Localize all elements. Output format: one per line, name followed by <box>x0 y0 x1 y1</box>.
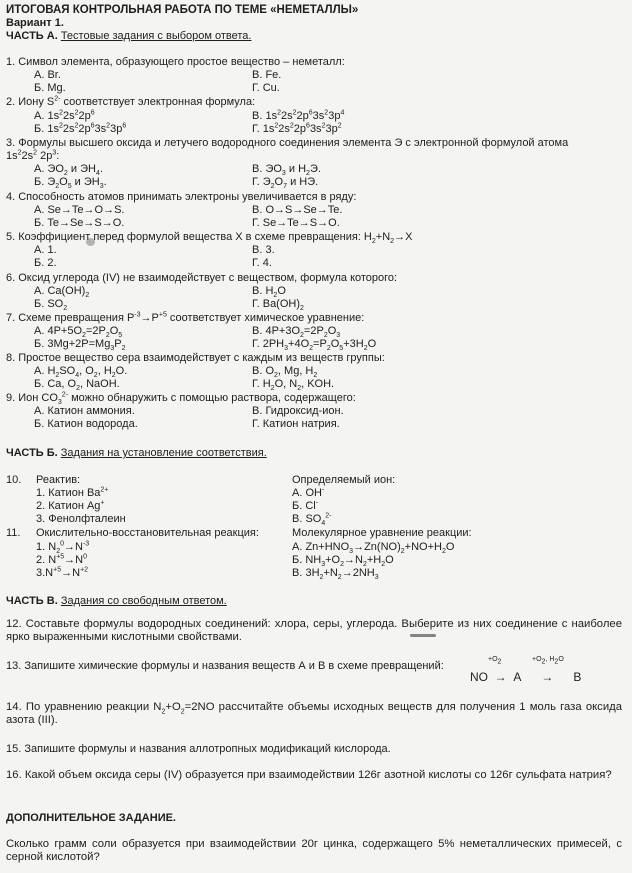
q7-option-a: А. $4P+5O_2=2P_2O_5$ <box>34 325 123 340</box>
q4-option-a: А. Se→Te→O→S. <box>34 204 125 216</box>
q6-option-g: Г. $Ba(OH)_2$ <box>252 298 304 313</box>
question-3: 3. Формулы высшего оксида и летучего водородного соединения элемента Э с электронной формулой атома <box>6 137 569 149</box>
q3-option-a: А. $ЭО_2$ и $ЭН_4$. <box>34 163 103 178</box>
q8-option-a: А. $H_2SO_4$, $O_2$, $H_2O$. <box>34 365 128 380</box>
q13-label-o2-h2o: $+O_2$, $H_2O$ <box>532 656 564 666</box>
q6-option-b: Б. $SO_2$ <box>34 298 68 313</box>
q8-option-b: Б. Ca, $O_2$, NaOH. <box>34 378 120 393</box>
q7-option-b: Б. $3Mg+2P=Mg_3P_2$ <box>34 338 126 353</box>
question-9: 9. Ион $CO_3^{2-}$ можно обнаружить с помощью раствора, содержащего: <box>6 391 356 407</box>
q2-option-g: Г. $1s^22s^22p^63s^23p^2$ <box>252 122 342 135</box>
q8-option-g: Г. $H_2O$, $N_2$, KOH. <box>252 378 335 393</box>
q9-option-b: Б. Катион водорода. <box>34 418 138 430</box>
q3-option-g: Г. $Э_2О_7$ и НЭ. <box>252 176 319 191</box>
question-6: 6. Оксид углерода (IV) не взаимодействует с веществом, формула которого: <box>6 272 398 284</box>
q8-option-v: В. $O_2$, Mg, $H_2$ <box>252 365 318 380</box>
q11-option-v: В. $3H_2+N_2\to 2NH_3$ <box>292 567 379 582</box>
q10-item-1: 1. Катион $Ba^{2+}$ <box>36 486 109 499</box>
question-13: 13. Запишите химические формулы и названия веществ А и В в схеме превращений: <box>6 660 444 672</box>
question-10-number: 10. <box>6 474 22 486</box>
q10-left-heading: Реактив: <box>36 474 81 486</box>
part-a-heading: ЧАСТЬ А. Тестовые задания с выбором ответа. <box>6 30 252 42</box>
q3-option-v: В. $ЭО_3$ и $Н_2Э$. <box>252 163 321 178</box>
question-16: 16. Какой объем оксида серы (IV) образуется при взаимодействии 126г азотной кислоты со 126г сульфата натрия? <box>6 769 612 781</box>
q5-option-b: Б. 2. <box>34 257 57 269</box>
question-4: 4. Способность атомов принимать электроны увеличивается в ряду: <box>6 191 357 203</box>
q10-option-a: А. OH- <box>292 486 325 499</box>
q5-option-v: В. 3. <box>252 244 275 256</box>
question-15: 15. Запишите формулы и названия аллотропных модификаций кислорода. <box>6 743 391 755</box>
q11-option-b: Б. $NH_3+O_2\to N_2+H_2O$ <box>292 554 394 569</box>
worksheet-title: ИТОГОВАЯ КОНТРОЛЬНАЯ РАБОТА ПО ТЕМЕ «НЕМЕТАЛЛЫ» <box>6 4 359 16</box>
question-11-number: 11. <box>6 527 21 539</box>
q13-label-o2: $+O_2$ <box>488 656 502 666</box>
q4-option-v: В. O→S→Se→Te. <box>252 204 343 216</box>
scan-smudge <box>86 238 95 246</box>
q7-option-v: В. $4P+3O_2=2P_2O_3$ <box>252 325 341 340</box>
question-8: 8. Простое вещество сера взаимодействует с каждым из веществ группы: <box>6 352 385 364</box>
q1-option-g: Г. Cu. <box>252 82 280 94</box>
q5-option-g: Г. 4. <box>252 257 272 269</box>
q6-option-a: А. $Ca(OH)_2$ <box>34 285 90 300</box>
extra-task-heading: ДОПОЛНИТЕЛЬНОЕ ЗАДАНИЕ. <box>6 812 176 824</box>
q3-formula: $1s^22s^2$ $2p^3$: <box>6 149 60 162</box>
q10-option-v: В. $SO_4^{2-}$ <box>292 512 332 528</box>
q11-left-heading: Окислительно-восстановительная реакция: <box>36 527 259 539</box>
q11-item-1: 1. $N_2^0\to N^{-3}$ <box>36 540 90 556</box>
q5-option-a: А. 1. <box>34 244 57 256</box>
q11-right-heading: Молекулярное уравнение реакции: <box>292 527 472 539</box>
q1-option-v: В. Fe. <box>252 69 282 81</box>
variant-label: Вариант 1. <box>6 17 64 29</box>
q11-item-2: 2. $N^{+5}\to N^0$ <box>36 553 88 566</box>
question-2: 2. Иону $S^{2-}$ соответствует электронная формула: <box>6 95 256 108</box>
q2-option-v: В. $1s^22s^22p^63s^23p^4$ <box>252 109 345 122</box>
scan-stroke <box>410 634 436 637</box>
q1-option-a: А. Br. <box>34 69 61 81</box>
question-7: 7. Схеме превращения $P^{-3}\to P^{+5}$ соответствует химическое уравнение: <box>6 311 365 324</box>
q10-item-3: 3. Фенолфталеин <box>36 513 126 525</box>
question-12: 12. Составьте формулы водородных соединений: хлора, серы, углерода. Выберите из них соединение с наиболее ярко выраженными кислотными свойствами. <box>6 618 622 643</box>
question-1: 1. Символ элемента, образующего простое вещество – неметалл: <box>6 56 345 68</box>
question-14: 14. По уравнению реакции $N_2+O_2=2NO$ рассчитайте объемы исходных веществ для получения 1 моль газа оксида азота (III). <box>6 701 623 726</box>
q10-item-2: 2. Катион Ag+ <box>36 499 105 512</box>
q11-option-a: А. $Zn+HNO_3\to Zn(NO)_2+NO+H_2O$ <box>292 541 455 556</box>
q9-option-a: А. Катион аммония. <box>34 405 135 417</box>
q2-option-b: Б. $1s^22s^22p^63s^23p^6$ <box>34 122 127 135</box>
question-5: 5. Коэффициент перед формулой вещества Х в схеме превращения: $H_2+N_2\to X$ <box>6 231 413 246</box>
q11-item-3: $3.N^{+5}\to N^{+2}$ <box>36 566 89 579</box>
extra-task-text: Сколько грамм соли образуется при взаимодействии 20г цинка, содержащего 5% неметаллических примесей, с серной кислотой? <box>6 838 622 863</box>
q10-option-b: Б. Cl- <box>292 499 319 512</box>
part-b-heading: ЧАСТЬ Б. Задания на установление соответствия. <box>6 447 267 459</box>
q10-right-heading: Определяемый ион: <box>292 474 396 486</box>
q1-option-b: Б. Mg. <box>34 82 66 94</box>
q9-option-v: В. Гидроксид-ион. <box>252 405 344 417</box>
q4-option-b: Б. Te→Se→S→O. <box>34 217 125 229</box>
q2-option-a: А. $1s^22s^22p^6$ <box>34 109 95 122</box>
q7-option-g: Г. $2PH_3+4O_2=P_2O_5+3H_2O$ <box>252 338 377 353</box>
part-v-heading: ЧАСТЬ В. Задания со свободным ответом. <box>6 595 227 607</box>
q3-option-b: Б. $Э_2О_5$ и $ЭН_3$. <box>34 176 107 191</box>
q6-option-v: В. $H_2O$ <box>252 285 286 300</box>
q9-option-g: Г. Катион натрия. <box>252 418 340 430</box>
q13-scheme: NO → A → B <box>470 670 582 684</box>
q4-option-g: Г. Se→Te→S→O. <box>252 217 340 229</box>
